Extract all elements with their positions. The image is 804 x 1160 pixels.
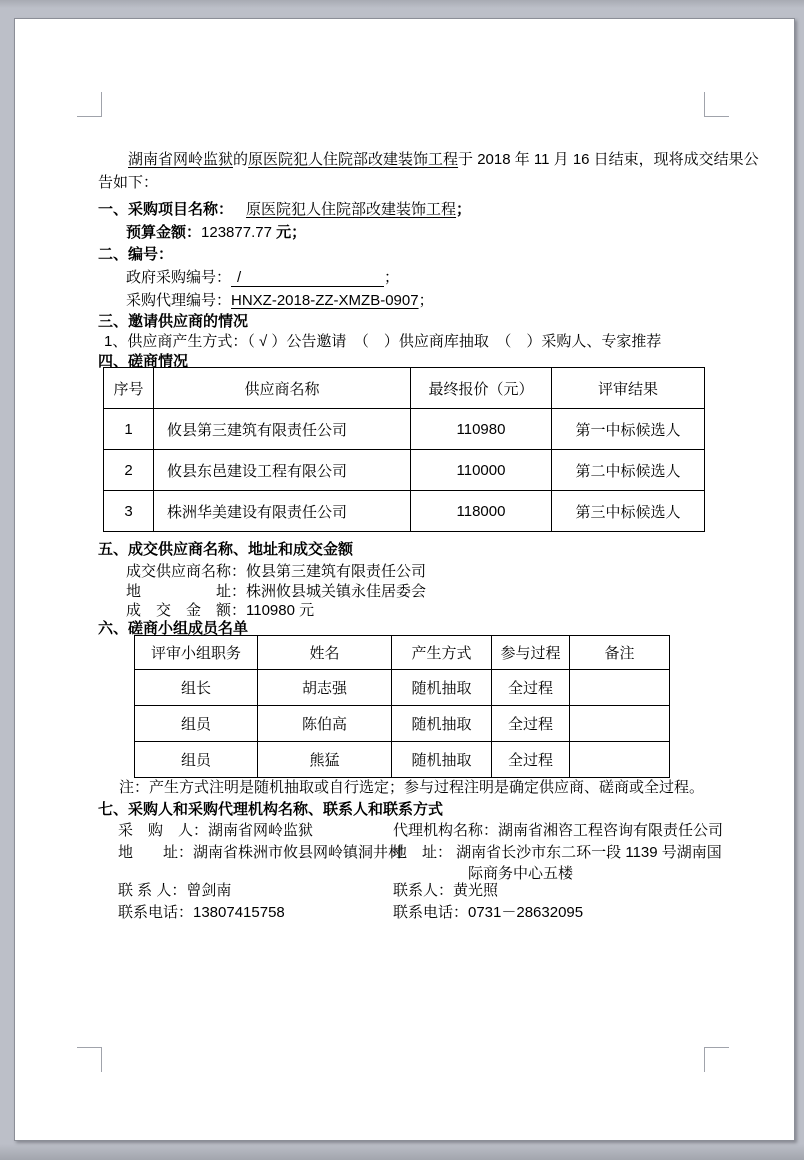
supplier-mode-line: 1、供应商产生方式：（ √ ）公告邀请 （ ）供应商库抽取 （ ）采购人、专家推荐 (104, 333, 662, 350)
section1-label: 一、采购项目名称： (98, 201, 234, 218)
section1-semicolon: ； (456, 201, 472, 218)
cell-participation: 全过程 (492, 706, 570, 742)
section4-heading: 四、磋商情况 (98, 353, 189, 370)
cell-role: 组员 (135, 706, 258, 742)
col-header-role: 评审小组职务 (135, 636, 258, 670)
agency-number-code: HNXZ-2018-ZZ-XMZB-0907 (231, 292, 419, 309)
margin-crop-mark-top-left (77, 92, 102, 117)
margin-crop-mark-bottom-left (77, 1047, 102, 1072)
col-header-remark: 备注 (570, 636, 670, 670)
budget-unit: 元； (276, 224, 307, 241)
cell-name: 陈伯高 (258, 706, 392, 742)
cell-result: 第二中标候选人 (552, 450, 705, 491)
table-row (104, 450, 705, 491)
agency-contact-line: 联系人：黄光照 (393, 882, 499, 899)
panel-note: 注：产生方式注明是随机抽取或自行选定；参与过程注明是确定供应商、磋商或全过程。 (119, 779, 705, 796)
margin-crop-mark-bottom-right (704, 1047, 729, 1072)
section1-project-name: 原医院犯人住院部改建装饰工程 (246, 201, 457, 218)
table-row (135, 742, 670, 778)
col-header-index: 序号 (104, 368, 154, 409)
cell-role: 组员 (135, 742, 258, 778)
cell-method: 随机抽取 (392, 670, 492, 706)
section2-heading: 二、编号： (98, 246, 174, 263)
project-name-underlined: 原医院犯人住院部改建装饰工程 (248, 151, 459, 168)
section3-heading: 三、邀请供应商的情况 (98, 313, 249, 330)
cell-name: 熊猛 (258, 742, 392, 778)
table-header-row (104, 368, 705, 409)
col-header-result: 评审结果 (552, 368, 705, 409)
agency-address-line-2: 际商务中心五楼 (468, 865, 574, 882)
cell-remark (570, 706, 670, 742)
agency-number-label: 采购代理编号： (126, 292, 232, 309)
col-header-method: 产生方式 (392, 636, 492, 670)
document-page (14, 18, 795, 1141)
gov-procurement-number-line (126, 268, 399, 287)
cell-participation: 全过程 (492, 742, 570, 778)
col-header-price: 最终报价（元） (411, 368, 552, 409)
cell-price: 110980 (411, 409, 552, 450)
intro-rest: 于 2018 年 11 月 16 日结束，现将成交结果公 (458, 151, 759, 168)
section7-heading: 七、采购人和采购代理机构名称、联系人和联系方式 (98, 801, 444, 818)
negotiation-result-table (103, 367, 705, 532)
cell-result: 第三中标候选人 (552, 491, 705, 532)
cell-method: 随机抽取 (392, 706, 492, 742)
buyer-contact-line: 联 系 人：曾剑南 (118, 882, 232, 899)
intro-line-1 (128, 150, 759, 169)
budget-value: 123877.77 (201, 224, 277, 241)
section5-heading: 五、成交供应商名称、地址和成交金额 (98, 541, 354, 558)
cell-index: 3 (104, 491, 154, 532)
cell-price: 118000 (411, 491, 552, 532)
buyer-phone-line: 联系电话：13807415758 (118, 904, 285, 921)
table-row (135, 706, 670, 742)
buyer-name-underlined: 湖南省网岭监狱 (128, 151, 234, 168)
panel-members-table (134, 635, 670, 778)
buyer-name-line: 采 购 人：湖南省网岭监狱 (118, 822, 314, 839)
cell-role: 组长 (135, 670, 258, 706)
cell-name: 胡志强 (258, 670, 392, 706)
intro-connector: 的 (233, 151, 249, 168)
cell-result: 第一中标候选人 (552, 409, 705, 450)
margin-crop-mark-top-right (704, 92, 729, 117)
intro-line-2: 告如下： (98, 174, 159, 191)
table-header-row (135, 636, 670, 670)
gov-number-blank: / (231, 270, 384, 287)
agency-phone-line: 联系电话：0731－28632095 (393, 904, 584, 921)
table-row (104, 409, 705, 450)
winner-name-line: 成交供应商名称：攸县第三建筑有限责任公司 (126, 563, 427, 580)
winner-amount-line: 成 交 金 额：110980 元 (126, 602, 315, 619)
cell-index: 2 (104, 450, 154, 491)
cell-remark (570, 742, 670, 778)
section6-heading: 六、磋商小组成员名单 (98, 620, 249, 637)
section1-heading (98, 200, 471, 219)
col-header-supplier: 供应商名称 (154, 368, 411, 409)
cell-remark (570, 670, 670, 706)
agency-semicolon: ； (418, 292, 434, 309)
agency-number-line (126, 291, 434, 310)
gov-number-label: 政府采购编号： (126, 269, 232, 286)
col-header-participation: 参与过程 (492, 636, 570, 670)
table-row (135, 670, 670, 706)
table-row (104, 491, 705, 532)
cell-supplier: 攸县第三建筑有限责任公司 (154, 409, 411, 450)
cell-index: 1 (104, 409, 154, 450)
col-header-name: 姓名 (258, 636, 392, 670)
agency-name-line: 代理机构名称：湖南省湘咨工程咨询有限责任公司 (393, 822, 724, 839)
gov-semicolon: ； (384, 269, 400, 286)
cell-method: 随机抽取 (392, 742, 492, 778)
cell-supplier: 攸县东邑建设工程有限公司 (154, 450, 411, 491)
budget-line (126, 223, 306, 242)
agency-address-line-1: 地 址： 湖南省长沙市东二环一段 1139 号湖南国 (392, 844, 722, 861)
cell-price: 110000 (411, 450, 552, 491)
cell-supplier: 株洲华美建设有限责任公司 (154, 491, 411, 532)
budget-label: 预算金额： (126, 224, 202, 241)
winner-address-line: 地 址：株洲攸县城关镇永佳居委会 (126, 583, 427, 600)
cell-participation: 全过程 (492, 670, 570, 706)
buyer-address-line: 地 址：湖南省株洲市攸县网岭镇洞井村 (118, 844, 404, 861)
